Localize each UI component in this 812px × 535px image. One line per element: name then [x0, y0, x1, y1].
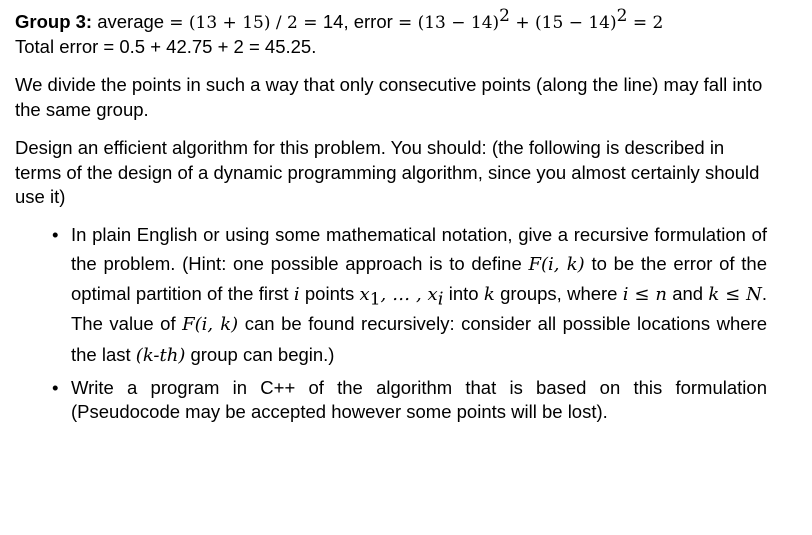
list-item-cpp-program — [52, 376, 767, 425]
math-k-th: (k-th) — [135, 344, 186, 366]
bullet-1-text-4: into — [443, 283, 484, 305]
bullet-icon: • — [52, 376, 59, 398]
paragraph-design-algorithm: Design an efficient algorithm for this problem. You should: (the following is described in terms of the design of a dynamic programming algorithm, since you almost certainly should use it) — [15, 137, 760, 207]
math-f-i-k-2: F(i, k) — [182, 314, 239, 336]
error-expression-a: = (13 − 14) — [397, 13, 500, 33]
bullet-1-text-3: points — [299, 283, 360, 305]
average-expression: = (13 + 15) / 2 = — [169, 13, 323, 33]
bullet-icon: • — [52, 223, 59, 245]
bullet-2-text: Write a program in C++ of the algorithm that is based on this formulation (Pseudocode may be accepted however some points will be lost). — [71, 376, 767, 423]
error-expression-b: + (15 − 14) — [510, 13, 617, 33]
math-k: k — [483, 284, 495, 306]
error-expression-c: = 2 — [627, 13, 664, 33]
requirements-list — [52, 220, 767, 425]
document-page — [15, 5, 767, 425]
average-word: average — [92, 11, 170, 32]
bullet-1-text-5: groups, where — [494, 283, 623, 305]
bullet-1-text-8: can be found recursively: consider all possible locations where the last — [71, 313, 767, 365]
math-k-le-n: k ≤ N — [708, 284, 762, 306]
math-i: i — [293, 284, 300, 306]
bullet-1-text-2: to be the error of the optimal partition of the first — [71, 252, 767, 305]
list-item-recursive-formulation — [52, 220, 767, 370]
math-i-le-n: i ≤ n — [622, 284, 667, 306]
math-x-sequence: , … , x — [380, 284, 438, 306]
error-exponent-b: 2 — [616, 5, 628, 26]
bullet-1-text-1: In plain English or using some mathematical notation, give a recursive formulation of the problem. (Hint: one possible approach is to define — [71, 223, 767, 274]
math-f-i-k: F(i, k) — [528, 253, 585, 275]
math-x-subscript-i: i — [437, 288, 444, 310]
math-x: x — [359, 284, 370, 306]
group3-line — [15, 5, 767, 35]
bullet-1-text-9: group can begin.) — [185, 343, 335, 365]
error-word: , error — [343, 11, 398, 32]
total-error-line: Total error = 0.5 + 42.75 + 2 = 45.25. — [15, 36, 317, 57]
average-value: 14 — [322, 11, 344, 32]
math-x-subscript-1: 1 — [369, 289, 381, 310]
bullet-1-text-7: . The value of — [71, 283, 767, 335]
group3-label: Group 3: — [15, 11, 93, 32]
bullet-1-text-6: and — [666, 283, 709, 305]
paragraph-consecutive-points: We divide the points in such a way that only consecutive points (along the line) may fall into the same group. — [15, 74, 763, 120]
error-exponent-a: 2 — [499, 5, 510, 26]
